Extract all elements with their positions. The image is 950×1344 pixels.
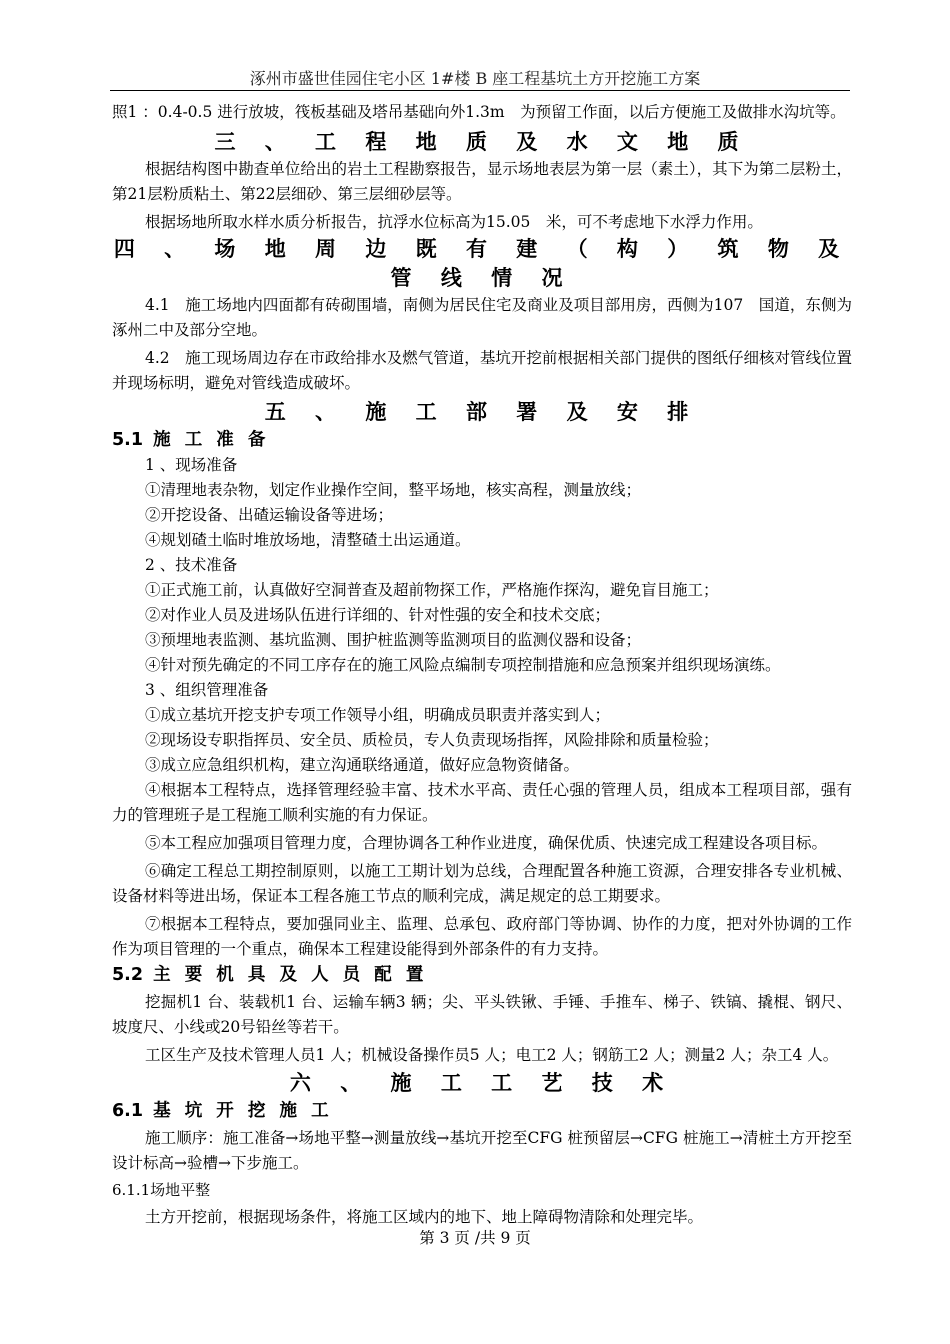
list-item: ②对作业人员及进场队伍进行详细的、针对性强的安全和技术交底； bbox=[145, 606, 611, 624]
list-item: ③预埋地表监测、基坑监测、围护桩监测等监测项目的监测仪器和设备； bbox=[145, 631, 642, 649]
list-item: ⑤本工程应加强项目管理力度，合理协调各工种作业进度，确保优质、快速完成工程建设各项目标。 bbox=[145, 834, 828, 852]
document-body bbox=[112, 100, 852, 1230]
section-number: 5.2 bbox=[112, 965, 144, 985]
list-item: ①正式施工前，认真做好空洞普查及超前物探工作，严格施作探沟，避免盲目施工； bbox=[145, 581, 719, 599]
section-6-1-heading bbox=[112, 1098, 852, 1124]
section-title: 施 工 准 备 bbox=[153, 430, 270, 450]
list-item: ⑦根据本工程特点，要加强同业主、监理、总承包、政府部门等协调、协作的力度，把对外协调的工作作为项目管理的一个重点，确保本工程建设能得到外部条件的有力支持。 bbox=[112, 915, 852, 958]
section-4-heading: 四 、 场 地 周 边 既 有 建 （ 构 ） 筑 物 及 管 线 情 况 bbox=[113, 237, 851, 290]
section-6-1-paragraph: 施工顺序：施工准备→场地平整→测量放线→基坑开挖至CFG 桩预留层→CFG 桩施工→清桩土方开挖至设计标高→验槽→下步施工。 bbox=[112, 1129, 852, 1172]
section-5-2-paragraph-2: 工区生产及技术管理人员1 人；机械设备操作员5 人；电工2 人；钢筋工2 人；测量2 人；杂工4 人。 bbox=[145, 1046, 839, 1064]
list-item: ②开挖设备、出碴运输设备等进场； bbox=[145, 506, 394, 524]
section-5-2-heading bbox=[112, 962, 852, 988]
section-5-1-heading bbox=[112, 427, 852, 453]
list-item: ③成立应急组织机构，建立沟通联络通道，做好应急物资储备。 bbox=[145, 756, 580, 774]
prep-1-title: 1 、现场准备 bbox=[145, 456, 238, 474]
section-6-1-1-heading: 6.1.1场地平整 bbox=[112, 1181, 211, 1199]
section-title: 基 坑 开 挖 施 工 bbox=[153, 1101, 333, 1121]
section-6-1-1-paragraph: 土方开挖前，根据现场条件，将施工区域内的地下、地上障碍物清除和处理完毕。 bbox=[145, 1208, 704, 1226]
section-3-paragraph-2: 根据场地所取水样水质分析报告，抗浮水位标高为15.05 米，可不考虑地下水浮力作用。 bbox=[145, 213, 763, 231]
section-4-paragraph-2: 4.2 施工现场周边存在市政给排水及燃气管道，基坑开挖前根据相关部门提供的图纸仔细核对管线位置并现场标明，避免对管线造成破坏。 bbox=[112, 349, 852, 392]
section-3-heading: 三 、 工 程 地 质 及 水 文 地 质 bbox=[214, 130, 750, 154]
list-item: ④规划碴土临时堆放场地，清整碴土出运通道。 bbox=[145, 531, 471, 549]
list-item: ①清理地表杂物，划定作业操作空间，整平场地，核实高程，测量放线； bbox=[145, 481, 642, 499]
page-header: 涿州市盛世佳园住宅小区 1#楼 B 座工程基坑土方开挖施工方案 bbox=[249, 69, 701, 88]
section-number: 5.1 bbox=[112, 430, 144, 450]
section-5-2-paragraph-1: 挖掘机1 台、装载机1 台、运输车辆3 辆；尖、平头铁锹、手锤、手推车、梯子、铁镐、撬棍、钢尺、坡度尺、小线或20号铅丝等若干。 bbox=[112, 993, 852, 1036]
continued-paragraph: 照1 ：0.4-0.5 进行放坡，筏板基础及塔吊基础向外1.3m 为预留工作面，以后方便施工及做排水沟坑等。 bbox=[112, 103, 846, 121]
section-4-paragraph-1: 4.1 施工场地内四面都有砖砌围墙，南侧为居民住宅及商业及项目部用房，西侧为107 国道，东侧为涿州二中及部分空地。 bbox=[112, 296, 852, 339]
list-item: ④根据本工程特点，选择管理经验丰富、技术水平高、责任心强的管理人员，组成本工程项目部，强有力的管理班子是工程施工顺利实施的有力保证。 bbox=[112, 781, 852, 824]
section-6-heading: 六 、 施 工 工 艺 技 术 bbox=[289, 1071, 675, 1095]
header-divider bbox=[110, 90, 850, 91]
section-5-heading: 五 、 施 工 部 署 及 安 排 bbox=[264, 400, 700, 424]
section-number: 6.1 bbox=[112, 1101, 144, 1121]
list-item: ②现场设专职指挥员、安全员、质检员，专人负责现场指挥，风险排除和质量检验； bbox=[145, 731, 719, 749]
section-3-paragraph-1: 根据结构图中勘查单位给出的岩土工程勘察报告，显示场地表层为第一层（素土），其下为第二层粉土，第21层粉质粘土、第22层细砂、第三层细砂层等。 bbox=[112, 160, 852, 203]
prep-3-title: 3 、组织管理准备 bbox=[145, 681, 269, 699]
list-item: ⑥确定工程总工期控制原则，以施工工期计划为总线，合理配置各种施工资源，合理安排各专业机械、设备材料等进出场，保证本工程各施工节点的顺利完成，满足规定的总工期要求。 bbox=[112, 862, 852, 905]
list-item: ①成立基坑开挖支护专项工作领导小组，明确成员职责并落实到人； bbox=[145, 706, 611, 724]
list-item: ④针对预先确定的不同工序存在的施工风险点编制专项控制措施和应急预案并组织现场演练。 bbox=[145, 656, 781, 674]
section-title: 主 要 机 具 及 人 员 配 置 bbox=[153, 965, 428, 985]
prep-2-title: 2 、技术准备 bbox=[145, 556, 238, 574]
page-number: 第 3 页 /共 9 页 bbox=[419, 1229, 531, 1247]
